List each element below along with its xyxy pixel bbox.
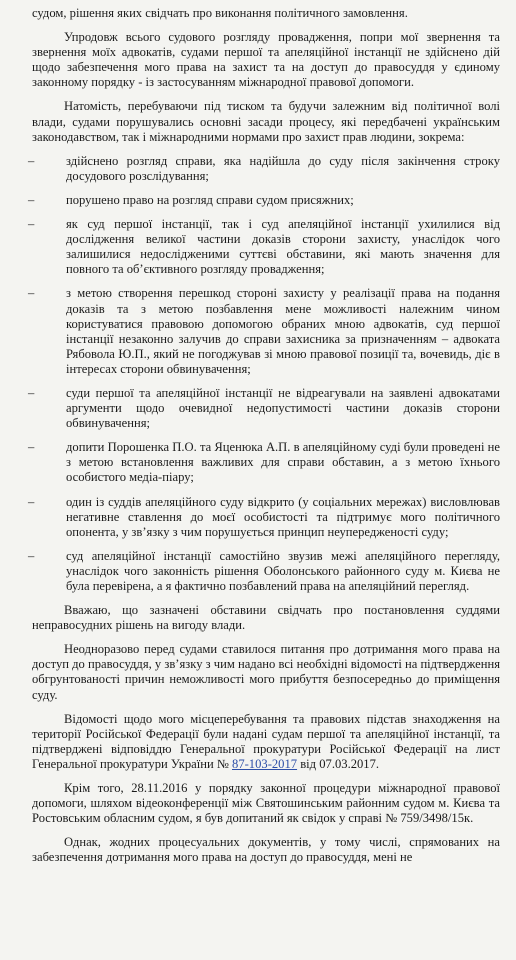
dash-marker: – — [28, 385, 35, 400]
dash-marker: – — [28, 192, 35, 207]
dash-marker: – — [28, 286, 35, 301]
dash-marker: – — [28, 440, 35, 455]
paragraph-3: Вважаю, що зазначені обставини свідчать про постановлення суддями неправосудних рішень на вигоду влади. — [32, 603, 500, 633]
dash-marker: – — [28, 548, 35, 563]
dash-marker: – — [28, 494, 35, 509]
list-item-text: суд апеляційної інстанції самостійно звузив межі апеляційного перегляду, унаслідок чого законність рішення Оболонського районного суду м. Києва не була перевірена, а я фактично позбавлений права на апеляційний перегляд. — [66, 548, 500, 593]
paragraph-7: Однак, жодних процесуальних документів, у тому числі, спрямованих на забезпечення дотримання мого права на доступ до правосуддя, мені не — [32, 835, 500, 865]
list-item-text: як суд першої інстанції, так і суд апеляційної інстанції ухилилися від дослідження великої частини доказів сторони захисту, унаслідок чого залишилися недослідженими суттєві обставини, які мають значення для повного та об’єктивного розгляду провадження; — [66, 217, 500, 277]
list-item — [28, 217, 500, 277]
paragraph-2: Натомість, перебуваючи під тиском та будучи залежним від політичної волі влади, судами порушувались основні засади процесу, які передбачені українським законодавством, так і міжнародними нормами про захист прав людини, зокрема: — [32, 99, 500, 144]
list-item — [28, 153, 500, 184]
paragraph-5-text: Відомості щодо мого місцеперебування та правових підстав знаходження на території Російської Федерації були надані судам першої та апеляційної інстанції, та підтверджені відповіддю Генеральної прокуратури Російської Федерації на лист Генеральної прокуратури України № — [32, 711, 500, 771]
list-item — [28, 440, 500, 485]
list-item — [28, 494, 500, 540]
list-item-text: здійснено розгляд справи, яка надійшла до суду після закінчення строку досудового розслідування; — [66, 153, 500, 183]
list-item-text: допити Порошенка П.О. та Яценюка А.П. в апеляційному суді були проведені не з метою встановлення важливих для справи обставин, а з метою їхнього особистого медіа-піару; — [66, 440, 500, 485]
list-item — [28, 548, 500, 594]
paragraph-6: Крім того, 28.11.2016 у порядку законної процедури міжнародної правової допомоги, шляхом відеоконференції між Святошинським районним судом м. Києва та Ростовським обласним судом, я був допитаний як свідок у справі № 759/3498/15к. — [32, 781, 500, 826]
list-item-text: один із суддів апеляційного суду відкрито (у соціальних мережах) висловлював негативне ставлення до моєї особистості та підтримує мого політичного опонента, у зв’язку з чим порушується принцип неупередженості суду; — [66, 494, 500, 539]
list-item-text: порушено право на розгляд справи судом присяжних; — [66, 192, 354, 207]
list-item — [28, 286, 500, 377]
list-item-text: з метою створення перешкод стороні захисту у реалізації права на подання доказів та з метою позбавлення мене можливості належним чином користуватися правовою допомогою обраних мною адвокатів, суд першої інстанції незаконно залучив до справи захисника за призначенням – адвоката Рябовола Ю.П., який не погоджував зі мною правової позиції та, вочевидь, діє в інтересах сторони обвинувачення; — [66, 286, 500, 376]
list-item — [28, 192, 500, 208]
paragraph-0: судом, рішення яких свідчать про виконання політичного замовлення. — [32, 6, 408, 20]
violations-list — [28, 153, 500, 594]
paragraph-4: Неодноразово перед судами ставилося питання про дотримання мого права на доступ до правосуддя, у зв’язку з чим надано всі необхідні відомості на підтвердження обгрунтованості причин неможливості мого прибуття безпосередньо до приміщення суду. — [32, 642, 500, 702]
paragraph-5-date: від 07.03.2017. — [297, 756, 380, 771]
list-item — [28, 385, 500, 431]
paragraph-1: Упродовж всього судового розгляду провадження, попри мої звернення та звернення моїх адвокатів, судами першої та апеляційної інстанції не здійснено дій щодо забезпечення мого права на захист та на доступ до правосуддя у єдиному законному порядку - із застосуванням міжнародної правової допомоги. — [32, 30, 500, 90]
paragraph-5 — [32, 712, 500, 772]
list-item-text: суди першої та апеляційної інстанції не відреагували на заявлені адвокатами аргументи щодо очевидної недопустимості частини доказів сторони обвинувачення; — [66, 385, 500, 431]
dash-marker: – — [28, 153, 35, 168]
letter-number-link[interactable]: 87-103-2017 — [232, 756, 298, 771]
dash-marker: – — [28, 217, 35, 232]
